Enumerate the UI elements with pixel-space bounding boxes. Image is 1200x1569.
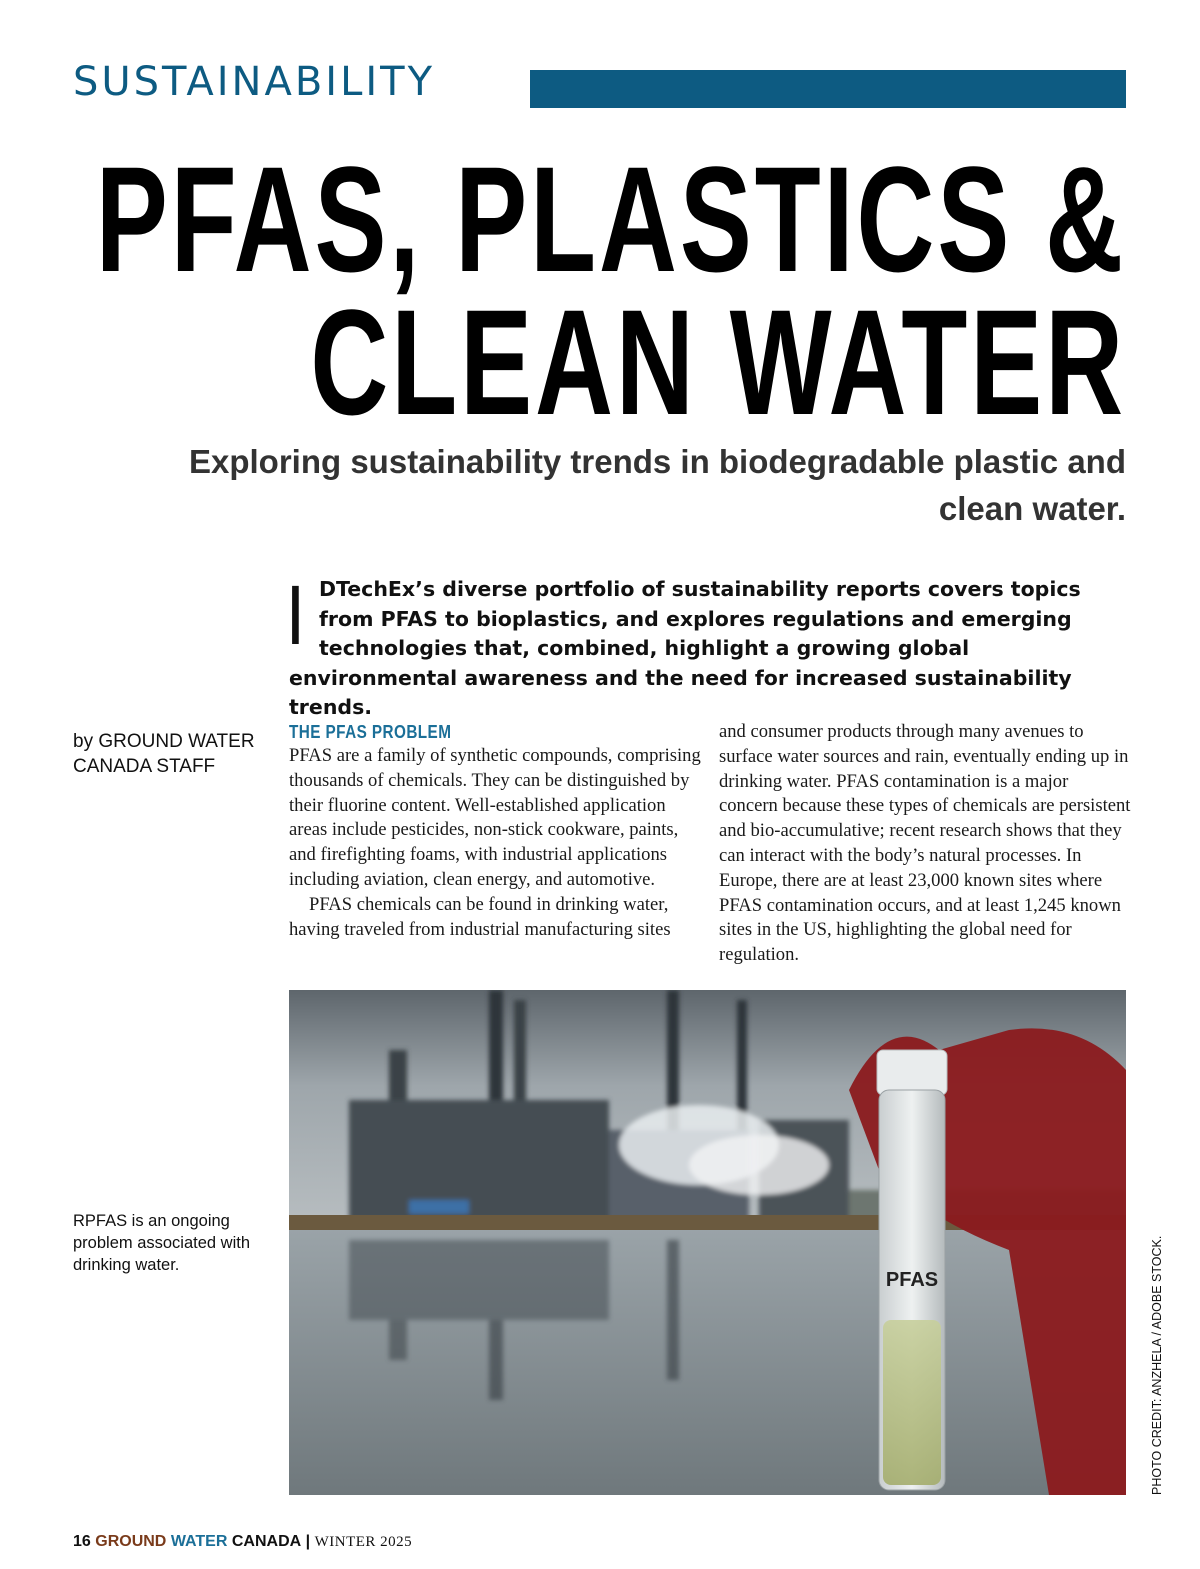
- intro-text: DTechEx’s diverse portfolio of sustainability reports covers topics from PFAS to bioplastics, and explores regulations and emerging technologies that, combined, highlight a growing global environmental awareness and the need for increased sustainability trends.: [289, 577, 1081, 719]
- deck: Exploring sustainability trends in biodegradable plastic and clean water.: [188, 443, 1126, 527]
- vial-label: PFAS: [885, 1269, 939, 1291]
- photo-caption: RPFAS is an ongoing problem associated with drinking water.: [73, 1212, 251, 1274]
- subhead: THE PFAS PROBLEM: [289, 722, 452, 742]
- photo-factory-water-sample: [289, 990, 1126, 1495]
- headline: [46, 135, 1126, 446]
- section-label: SUSTAINABILITY: [73, 59, 436, 105]
- intro-paragraph: [289, 568, 1126, 723]
- magazine-name-water: WATER: [170, 1533, 228, 1550]
- photo-credit: PHOTO CREDIT: ANZHELA / ADOBE STOCK.: [1150, 1235, 1164, 1495]
- body-paragraph-2: PFAS chemicals can be found in drinking water, having traveled from industrial manufacturing sites: [289, 893, 671, 940]
- drop-cap: I: [289, 568, 302, 662]
- body-column-left: [289, 720, 701, 942]
- page-footer: [73, 1532, 412, 1552]
- footer-separator: |: [305, 1533, 311, 1550]
- magazine-name-ground: GROUND: [95, 1533, 167, 1550]
- issue-date: WINTER 2025: [314, 1534, 413, 1550]
- byline: by GROUND WATER CANADA STAFF: [73, 731, 255, 777]
- photo-illustration: [289, 990, 1126, 1495]
- headline-line-1: PFAS, PLASTICS &: [95, 135, 1126, 303]
- page-number: 16: [73, 1533, 91, 1550]
- section-bar: [530, 70, 1126, 108]
- headline-line-2: CLEAN WATER: [310, 278, 1126, 446]
- body-paragraph-2-continued: and consumer products through many avenues to surface water sources and rain, eventually ending up in drinking water. PFAS contamination is a major concern because these types of chemicals are persistent and bio-accumulative; recent research shows that they can interact with the body’s natural processes. In Europe, there are at least 23,000 known sites where PFAS contamination occurs, and at least 1,245 known sites in the US, highlighting the global need for regulation.: [719, 721, 1131, 966]
- magazine-name-canada: CANADA: [231, 1533, 302, 1550]
- body-paragraph-1: PFAS are a family of synthetic compounds, comprising thousands of chemicals. They can be distinguished by their fluorine content. Well-established application areas include pesticides, non-stick cookware, paints, and firefighting foams, with industrial applications including aviation, clean energy, and automotive.: [289, 745, 701, 890]
- body-column-right: [719, 720, 1131, 968]
- vial-cap: [877, 1050, 947, 1095]
- vial-liquid: [883, 1320, 941, 1485]
